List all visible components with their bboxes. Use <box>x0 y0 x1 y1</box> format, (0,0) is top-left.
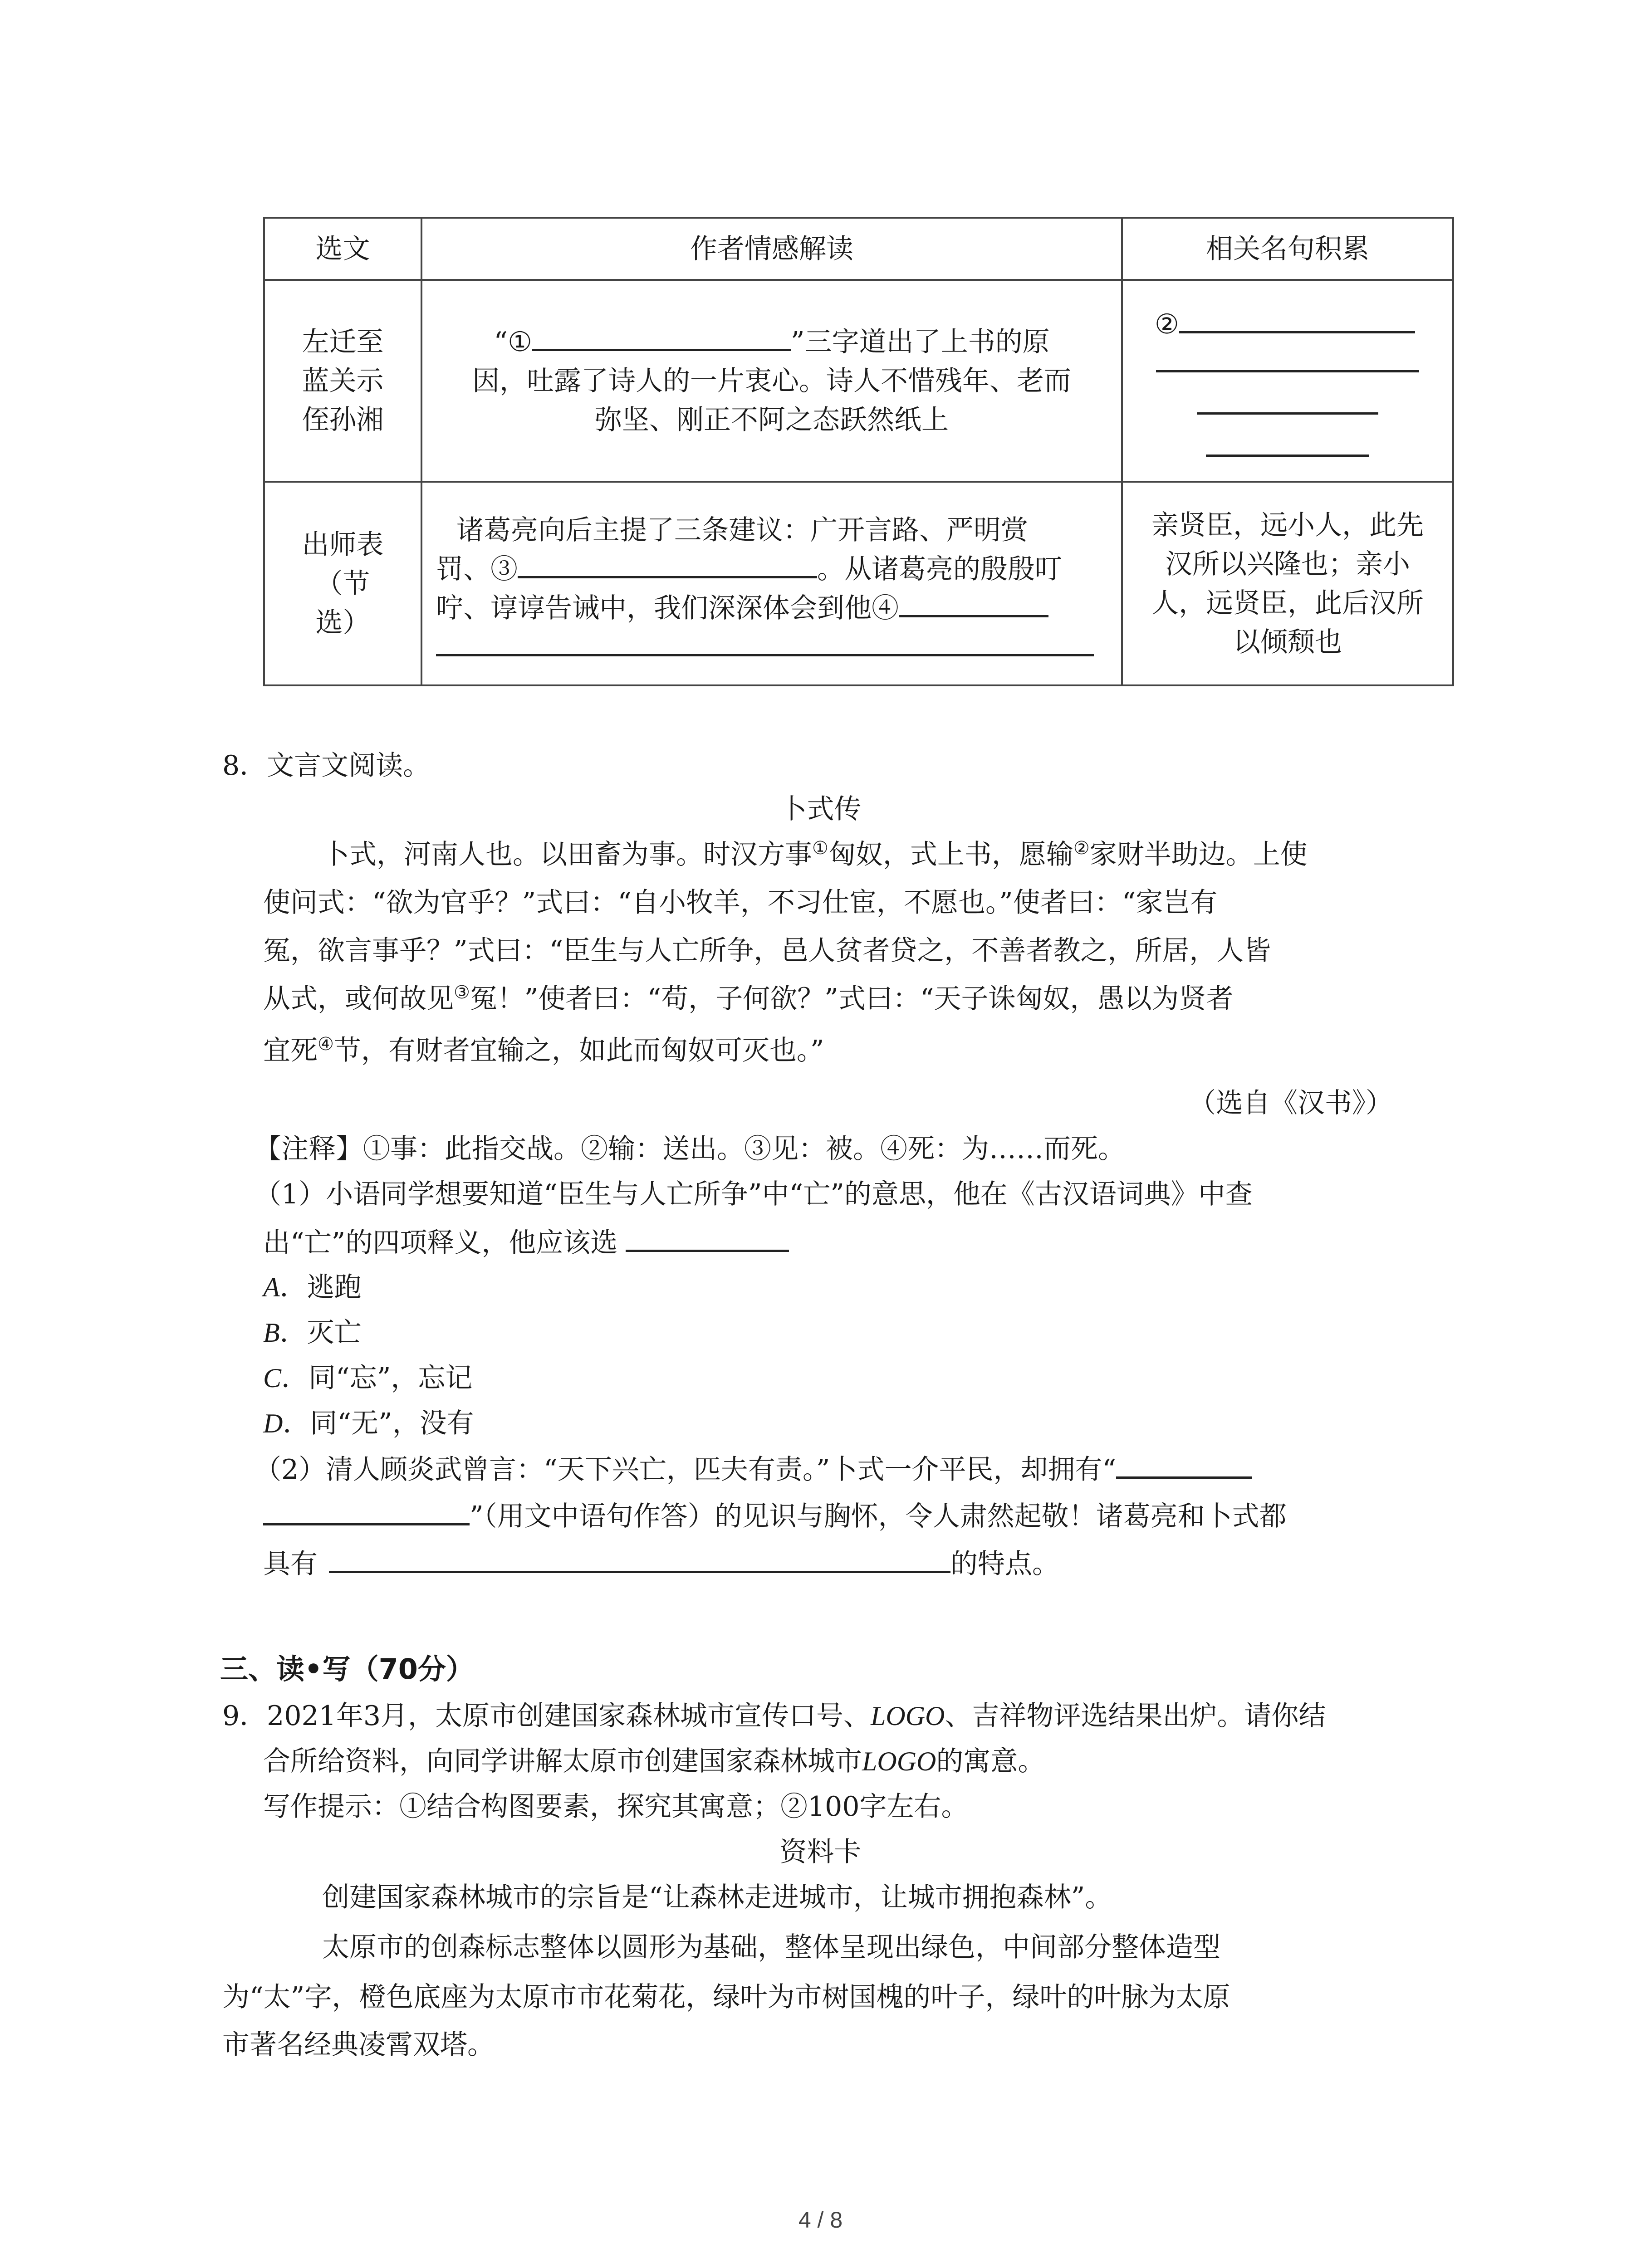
q8-sub2-line3: 具有 的特点。 <box>263 1544 1059 1584</box>
q9-line2: 合所给资料，向同学讲解太原市创建国家森林城市LOGO的寓意。 <box>263 1745 1045 1777</box>
answer-blank-2d[interactable] <box>1206 428 1369 457</box>
table-row <box>264 482 1453 685</box>
row1-quotes: ② <box>1122 280 1453 482</box>
q8-sub1-line2: 出“亡”的四项释义，他应该选 <box>263 1222 789 1262</box>
q9-line1: 9．2021年3月，太原市创建国家森林城市宣传口号、LOGO、吉祥物评选结果出炉。请你结 <box>222 1700 1326 1732</box>
q8-heading: 8．文言文阅读。 <box>222 750 431 782</box>
card-paragraph-2-cont: 为“太”字，橙色底座为太原市市花菊花，绿叶为市树国槐的叶子，绿叶的叶脉为太原 <box>222 1981 1230 2013</box>
passage-line-5: 宜死④节，有财者宜输之，如此而匈奴可灭也。” <box>263 1034 824 1066</box>
passage-notes: 【注释】①事：此指交战。②输：送出。③见：被。④死：为……而死。 <box>254 1133 1125 1165</box>
passage-line-4: 从式，或何故见③冤！”使者曰：“苟，子何欲？”式曰：“天子诛匈奴，愚以为贤者 <box>263 982 1234 1015</box>
q8-sub2-line2: ”（用文中语句作答）的见识与胸怀，令人肃然起敬！诸葛亮和卜式都 <box>263 1496 1287 1536</box>
answer-blank-2c[interactable] <box>1197 386 1378 415</box>
header-quotes: 相关名句积累 <box>1122 218 1453 280</box>
table-header-row <box>264 218 1453 280</box>
row2-quotes: 亲贤臣，远小人，此先 汉所以兴隆也；亲小 人，远贤臣，此后汉所 以倾颓也 <box>1122 482 1453 685</box>
answer-blank-q8-1[interactable] <box>626 1222 789 1252</box>
answer-blank-q8-2[interactable] <box>1116 1449 1252 1479</box>
option-c[interactable]: C．同“忘”，忘记 <box>263 1362 473 1394</box>
poetry-table <box>263 217 1454 686</box>
option-b[interactable]: B．灭亡 <box>263 1317 362 1349</box>
answer-blank-2[interactable] <box>1179 308 1415 333</box>
row2-title: 出师表 （节 选） <box>264 482 421 685</box>
page-number: 4 / 8 <box>798 2207 843 2233</box>
answer-blank-4[interactable] <box>899 592 1048 617</box>
answer-blank-3[interactable] <box>518 553 817 578</box>
card-paragraph-1: 创建国家森林城市的宗旨是“让森林走进城市，让城市拥抱森林”。 <box>322 1882 1112 1913</box>
option-d[interactable]: D．同“无”，没有 <box>263 1408 474 1439</box>
row1-interpretation: “① ”三字道出了上书的原 因，吐露了诗人的一片衷心。诗人不惜残年、老而 弥坚、刚正不阿之态跃然纸上 <box>421 280 1122 482</box>
section-heading: 三、读•写（70分） <box>220 1652 474 1686</box>
header-emotion: 作者情感解读 <box>421 218 1122 280</box>
answer-blank-q8-2b[interactable] <box>263 1496 470 1525</box>
row2-interpretation: 诸葛亮向后主提了三条建议：广开言路、严明赏 罚、③ 。从诸葛亮的殷殷叮 咛、谆谆告诫中，我们深深体会到他④ <box>421 482 1122 685</box>
passage-source: （选自《汉书》） <box>1189 1087 1393 1119</box>
card-title: 资料卡 <box>779 1836 862 1868</box>
q8-sub2-line1: （2）清人顾炎武曾言：“天下兴亡，匹夫有责。”卜式一介平民，却拥有“ <box>254 1449 1252 1489</box>
q9-writing-tip: 写作提示：①结合构图要素，探究其寓意；②100字左右。 <box>263 1791 969 1823</box>
option-a[interactable]: A．逃跑 <box>263 1271 362 1303</box>
passage-line-1: 卜式，河南人也。以田畜为事。时汉方事①匈奴，式上书，愿输②家财半助边。上使 <box>322 838 1308 870</box>
answer-blank-q8-3[interactable] <box>329 1544 950 1573</box>
q8-sub1-line1: （1）小语同学想要知道“臣生与人亡所争”中“亡”的意思，他在《古汉语词典》中查 <box>254 1178 1253 1210</box>
passage-line-2: 使问式：“欲为官乎？”式曰：“自小牧羊，不习仕宦，不愿也。”使者曰：“家岂有 <box>263 887 1218 919</box>
answer-blank-4b[interactable] <box>436 628 1094 656</box>
card-paragraph-2: 太原市的创森标志整体以圆形为基础，整体呈现出绿色，中间部分整体造型 <box>322 1931 1220 1963</box>
row1-title: 左迁至 蓝关示 侄孙湘 <box>264 280 421 482</box>
header-selection: 选文 <box>264 218 421 280</box>
card-paragraph-2-end: 市著名经典凌霄双塔。 <box>222 2029 495 2061</box>
passage-title: 卜式传 <box>779 793 862 825</box>
answer-blank-1[interactable] <box>532 326 791 351</box>
answer-blank-2b[interactable] <box>1156 344 1419 372</box>
passage-line-3: 冤，欲言事乎？”式曰：“臣生与人亡所争，邑人贫者贷之，不善者教之，所居，人皆 <box>263 935 1271 967</box>
table-row <box>264 280 1453 482</box>
